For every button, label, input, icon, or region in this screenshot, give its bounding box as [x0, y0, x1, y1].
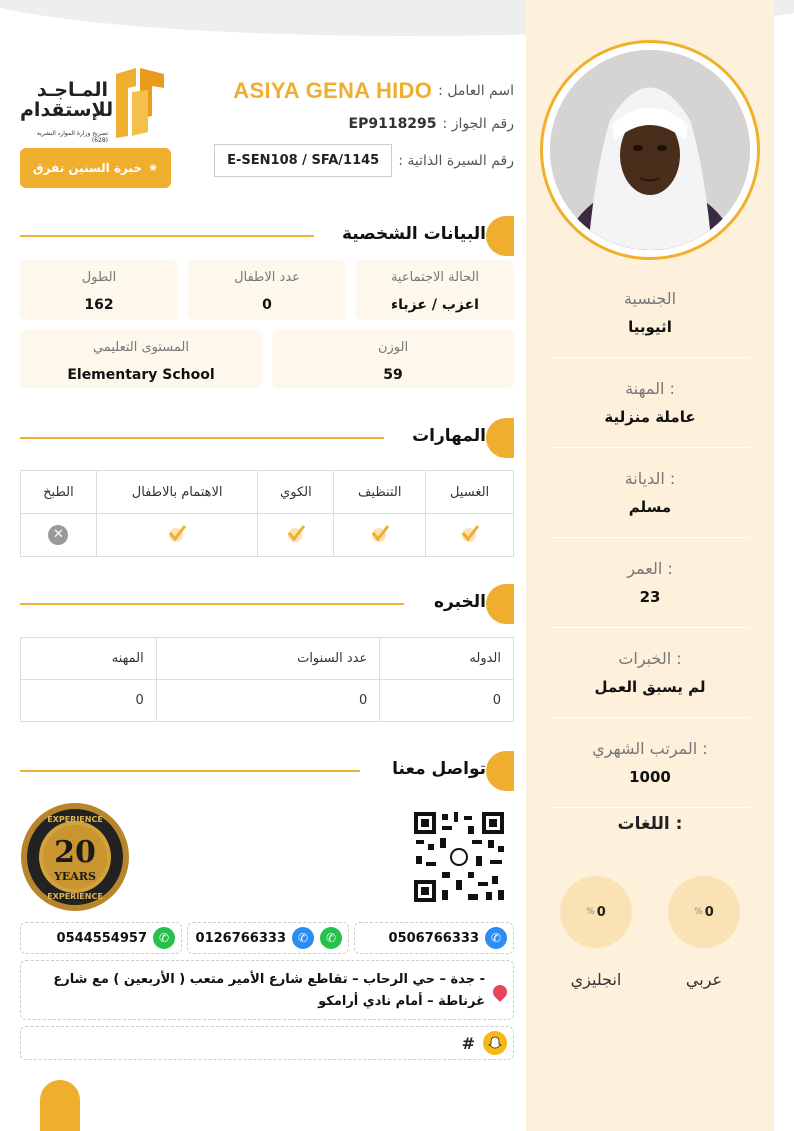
marital-status-label: الحالة الاجتماعية	[390, 270, 480, 285]
experience-row	[21, 680, 514, 722]
nationality-value: اثيوبيا	[628, 318, 672, 336]
language-english-name: انجليزي	[570, 970, 622, 989]
exp-years: 0	[156, 680, 380, 722]
logo-text: المـاجـد للإستقدام	[20, 79, 114, 121]
section-tab	[486, 584, 514, 624]
check-icon	[370, 523, 390, 543]
nationality-item	[550, 268, 750, 358]
sidebar-info-list	[550, 268, 750, 808]
passport-label: رقم الجواز :	[442, 116, 514, 132]
skill-header-cleaning: التنظيف	[334, 471, 426, 514]
section-divider	[20, 770, 360, 772]
section-skills	[20, 418, 514, 458]
exp-header-profession: المهنه	[21, 638, 157, 680]
skill-cleaning-cell	[334, 514, 426, 557]
language-arabic	[668, 876, 740, 989]
section-tab	[486, 751, 514, 791]
seal-years: YEARS	[54, 870, 96, 883]
phone-icon: ✆	[485, 927, 507, 949]
experience-seal-icon	[20, 802, 130, 912]
exp-header-years: عدد السنوات	[156, 638, 380, 680]
address-box	[20, 960, 514, 1020]
children-label: عدد الاطفال	[234, 270, 300, 285]
section-tab	[486, 418, 514, 458]
snapchat-handle: #	[461, 1033, 475, 1053]
no-icon: ✕	[48, 525, 68, 545]
bottom-decorative-tab	[40, 1080, 80, 1131]
logo-mark-icon	[106, 66, 170, 140]
cv-number-label: رقم السيرة الذاتية :	[398, 152, 514, 169]
section-title-skills: المهارات	[412, 426, 486, 446]
section-title-personal: البيانات الشخصية	[341, 224, 486, 244]
salary-value: 1000	[629, 768, 671, 786]
height-card	[20, 260, 178, 320]
skill-header-washing: الغسيل	[426, 471, 514, 514]
age-item	[550, 538, 750, 628]
skills-value-row	[21, 514, 514, 557]
language-arabic-name: عربي	[685, 970, 723, 989]
section-divider	[20, 235, 314, 237]
education-value: Elementary School	[67, 367, 215, 383]
section-tab	[486, 216, 514, 256]
salary-label: المرتب الشهري :	[592, 739, 708, 758]
phone-pill-3[interactable]	[20, 922, 182, 954]
worker-name: ASIYA GENA HIDO	[233, 78, 433, 103]
badge-text: خبرة السنين تفرق	[32, 161, 143, 175]
height-value: 162	[84, 297, 114, 313]
education-card	[20, 330, 262, 388]
cv-number: E-SEN108 / SFA/1145	[214, 144, 392, 177]
worker-name-row	[233, 78, 514, 104]
skills-header-row	[21, 471, 514, 514]
sparkle-icon: ✷	[148, 161, 159, 175]
check-icon	[286, 523, 306, 543]
language-arabic-value: 0	[704, 904, 714, 920]
religion-item	[550, 448, 750, 538]
skills-table	[20, 470, 514, 557]
qr-code[interactable]	[412, 810, 506, 904]
profession-item	[550, 358, 750, 448]
experience-header-row	[21, 638, 514, 680]
skill-washing-cell	[426, 514, 514, 557]
children-value: 0	[262, 297, 272, 313]
languages-title: اللغات :	[617, 814, 683, 834]
experience-table	[20, 637, 514, 722]
address-text: - جدة – حي الرحاب – تقاطع شارع الأمير متعب ( الأربعين ) مع شارع غرناطة – أمام نادي أرامكو	[53, 972, 485, 1009]
phone-number-1: 0506766333	[388, 930, 479, 946]
passport-row	[349, 116, 514, 132]
exp-header-country: الدوله	[380, 638, 514, 680]
weight-label: الوزن	[377, 340, 409, 355]
skill-header-childcare: الاهتمام بالاطفال	[96, 471, 258, 514]
experience-item	[550, 628, 750, 718]
skill-cooking-cell	[21, 514, 97, 557]
section-contact	[20, 751, 514, 791]
language-arabic-circle: % 0	[668, 876, 740, 948]
phone-number-3: 0544554957	[56, 930, 147, 946]
language-english-circle: % 0	[560, 876, 632, 948]
language-english	[560, 876, 632, 989]
weight-card	[272, 330, 514, 388]
skill-header-cooking: الطبخ	[21, 471, 97, 514]
section-divider	[20, 603, 404, 605]
phone-number-2: 0126766333	[195, 930, 286, 946]
check-icon	[167, 523, 187, 543]
company-logo	[20, 66, 170, 146]
logo-license: تصريح وزارة الموارد البشرية (628)	[36, 130, 108, 144]
marital-status-card	[356, 260, 514, 320]
phone-pill-1[interactable]	[354, 922, 514, 954]
exp-country: 0	[380, 680, 514, 722]
section-title-contact: تواصل معنا	[392, 759, 486, 779]
worker-name-label: اسم العامل :	[438, 83, 514, 99]
exp-profession: 0	[21, 680, 157, 722]
seal-number: 20	[54, 835, 96, 870]
profession-label: المهنة :	[625, 379, 675, 398]
age-label: العمر :	[627, 559, 673, 578]
weight-value: 59	[383, 367, 403, 383]
phone-pill-2[interactable]	[187, 922, 349, 954]
passport-number: EP9118295	[348, 116, 437, 132]
skill-childcare-cell	[96, 514, 258, 557]
skill-ironing-cell	[258, 514, 334, 557]
phone-icon: ✆	[292, 927, 314, 949]
profession-value: عاملة منزلية	[604, 408, 696, 426]
section-divider	[20, 437, 384, 439]
age-value: 23	[639, 588, 661, 606]
whatsapp-icon: ✆	[153, 927, 175, 949]
seal-top-text: EXPERIENCE	[47, 815, 103, 824]
cv-number-row	[214, 144, 514, 177]
location-pin-icon	[490, 982, 510, 1002]
section-personal-data	[20, 216, 514, 256]
whatsapp-icon: ✆	[320, 927, 342, 949]
salary-item	[550, 718, 750, 808]
section-title-experience: الخبره	[433, 592, 486, 612]
marital-status-value: اعزب / عزباء	[391, 297, 479, 313]
worker-photo	[550, 50, 750, 250]
education-label: المستوى التعليمي	[93, 340, 189, 355]
snapchat-box[interactable]	[20, 1026, 514, 1060]
check-icon	[460, 523, 480, 543]
experience-slogan-button[interactable]	[20, 148, 171, 188]
experience-value: لم يسبق العمل	[594, 678, 706, 696]
height-label: الطول	[81, 270, 117, 285]
language-english-value: 0	[596, 904, 606, 920]
snapchat-icon	[483, 1031, 507, 1055]
worker-photo-frame	[540, 40, 760, 260]
children-card	[188, 260, 346, 320]
experience-label: الخبرات :	[618, 649, 682, 668]
section-experience	[20, 584, 514, 624]
skill-header-ironing: الكوي	[258, 471, 334, 514]
religion-value: مسلم	[628, 498, 672, 516]
nationality-label: الجنسية	[623, 289, 677, 308]
seal-bottom-text: EXPERIENCE	[47, 892, 103, 901]
religion-label: الديانة :	[624, 469, 676, 488]
